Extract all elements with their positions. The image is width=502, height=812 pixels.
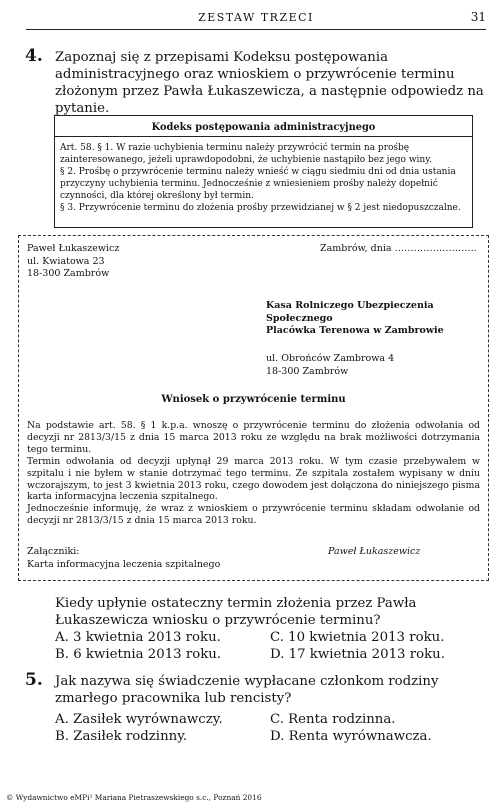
letter-body (27, 420, 480, 527)
recipient-name (266, 300, 444, 338)
q4-option-b[interactable]: B. 6 kwietnia 2013 roku. (55, 647, 222, 662)
page-number: 31 (470, 10, 486, 24)
recipient-address (266, 353, 394, 378)
sender-address (27, 243, 119, 281)
kodeks-paragraph-1: Art. 58. § 1. W razie uchybienia terminu należy przywrócić termin na prośbę zainteresowanego, jeżeli uprawdopodobni, że uchybienie nastąpiło bez jego winy. (60, 143, 432, 165)
q4-option-d[interactable]: D. 17 kwietnia 2013 roku. (270, 647, 445, 662)
letter-paragraph-3: Jednocześnie informuję, że wraz z wnioskiem o przywrócenie terminu składam odwołanie od decyzji nr 2813/3/15 z dnia 15 marca 2013 roku. (27, 503, 480, 527)
q5-option-b[interactable]: B. Zasiłek rodzinny. (55, 729, 188, 744)
letter-paragraph-2: Termin odwołania od decyzji upłynął 29 marca 2013 roku. W tym czasie przebywałem w szpitalu i nie byłem w stanie dotrzymać tego terminu. Ze szpitala zostałem wypisany w dniu wczorajszym, to jest 3 kwietnia 2013 roku, czego dowodem jest dołączona do niniejszego pisma karta informacyjna leczenia szpitalnego. (27, 455, 480, 503)
attachments-label: Załączniki: (27, 546, 80, 557)
question-5-number: 5. (25, 670, 43, 690)
question-4-number: 4. (25, 46, 43, 66)
signature: Paweł Łukaszewicz (328, 546, 421, 557)
kodeks-paragraph-3: § 3. Przywrócenie terminu do złożenia prośby przewidzianej w § 2 jest niedopuszczalne. (60, 202, 461, 213)
recipient-line-3: Placówka Terenowa w Zambrowie (266, 325, 444, 336)
question-4-text: Kiedy upłynie ostateczny termin złożenia przez Pawła Łukaszewicza wniosku o przywrócenie terminu? (55, 596, 417, 628)
q5-option-d[interactable]: D. Renta wyrównawcza. (270, 729, 432, 744)
sender-name: Paweł Łukaszewicz (27, 243, 120, 254)
q5-option-a[interactable]: A. Zasiłek wyrównawczy. (55, 712, 223, 727)
application-letter (18, 235, 489, 581)
kodeks-divider (55, 136, 472, 137)
section-title: ZESTAW TRZECI (198, 11, 314, 24)
kodeks-text (60, 143, 467, 214)
question-5-text: Jak nazywa się świadczenie wypłacane członkom rodziny zmarłego pracownika lub rencisty? (55, 674, 439, 706)
letter-paragraph-1: Na podstawie art. 58. § 1 k.p.a. wnoszę o przywrócenie terminu do złożenia odwołania od decyzji nr 2813/3/15 z dnia 15 marca 2013 roku ze względu na brak możliwości dotrzymania tego terminu. (27, 420, 480, 455)
attachment-item: Karta informacyjna leczenia szpitalnego (27, 558, 221, 570)
q4-option-c[interactable]: C. 10 kwietnia 2013 roku. (270, 630, 445, 645)
recipient-line-2: Społecznego (266, 312, 333, 324)
page-header (26, 9, 486, 30)
kodeks-title: Kodeks postępowania administracyjnego (151, 122, 376, 133)
question-4-options (55, 629, 487, 663)
attachments (27, 546, 220, 571)
place-and-date: Zambrów, dnia …………………….. (320, 243, 477, 254)
sender-street: ul. Kwiatowa 23 (27, 255, 105, 267)
letter-title: Wniosek o przywrócenie terminu (161, 394, 346, 405)
q5-option-c[interactable]: C. Renta rodzinna. (270, 712, 396, 727)
recipient-line-1: Kasa Rolniczego Ubezpieczenia (266, 300, 434, 311)
q4-option-a[interactable]: A. 3 kwietnia 2013 roku. (55, 630, 221, 645)
recipient-city: 18-300 Zambrów (266, 365, 349, 377)
question-4-intro: Zapoznaj się z przepisami Kodeksu postępowania administracyjnego oraz wnioskiem o przywrócenie terminu złożonym przez Pawła Łukaszewicza, a następnie odpowiedz na pytanie. (55, 50, 484, 116)
question-5-options (55, 711, 487, 745)
copyright-footer: © Wydawnictwo eMPi² Mariana Pietraszewskiego s.c., Poznań 2016 (6, 793, 262, 802)
recipient-street: ul. Obrońców Zambrowa 4 (266, 353, 395, 364)
kodeks-box (54, 115, 473, 228)
sender-city: 18-300 Zambrów (27, 268, 110, 279)
kodeks-paragraph-2: § 2. Prośbę o przywrócenie terminu należy wnieść w ciągu siedmiu dni od dnia ustania przyczyny uchybienia terminu. Jednocześnie z wniesieniem prośby należy dopełnić czynności, dla której określony był termin. (60, 166, 456, 201)
